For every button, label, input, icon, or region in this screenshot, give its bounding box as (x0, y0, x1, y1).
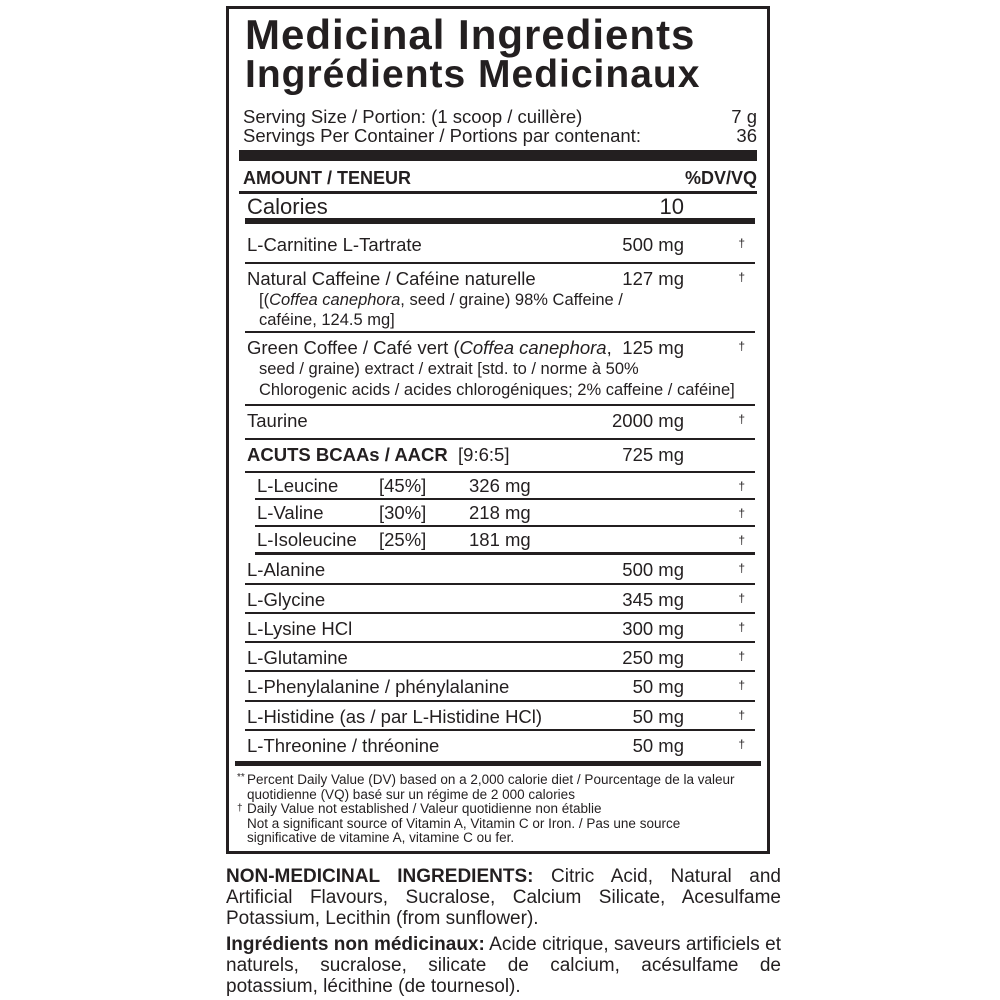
ingredient-detail-line: caféine, 124.5 mg] (259, 311, 395, 329)
bcaa-ratio: [9:6:5] (458, 444, 510, 465)
ingredient-amount: 345 mg (622, 589, 684, 610)
ingredient-amount: 127 mg (622, 268, 684, 289)
serving-size-row (243, 107, 757, 127)
ingredient-percent: [30%] (379, 502, 427, 523)
calories-row (245, 194, 755, 224)
thick-divider (239, 150, 757, 161)
double-asterisk-mark: ** (237, 772, 245, 783)
ingredient-row (245, 333, 755, 406)
sub-ingredient-row (255, 527, 755, 555)
ingredient-row (245, 731, 755, 761)
dagger-mark: † (237, 803, 243, 814)
dagger-mark: † (738, 339, 745, 353)
ingredient-amount: 181 mg (469, 529, 531, 550)
ingredient-name: L-Phenylalanine / phénylalanine (247, 676, 510, 697)
footnotes (237, 773, 759, 846)
amount-header-row (243, 167, 757, 189)
ingredient-row (245, 264, 755, 333)
serving-size-label: Serving Size / Portion: (1 scoop / cuillère) (243, 106, 583, 127)
ingredient-name: L-Valine (257, 502, 324, 523)
servings-label: Servings Per Container / Portions par contenant: (243, 125, 641, 146)
ingredient-amount: 250 mg (622, 647, 684, 668)
non-medicinal-text-en: Citric Acid, Natural and Artificial Flavours, Sucralose, Calcium Silicate, Acesulfame Potassium, Lecithin (from sunflower). (226, 866, 781, 929)
serving-size-value: 7 g (731, 106, 757, 127)
ingredient-percent: [25%] (379, 529, 427, 550)
dagger-mark: † (738, 479, 745, 493)
ingredient-amount: 2000 mg (612, 410, 684, 431)
medicinal-ingredients-panel (226, 6, 770, 854)
ingredient-row (245, 672, 755, 702)
ingredient-detail-line: [(Coffea canephora, seed / graine) 98% Caffeine / (259, 291, 623, 309)
dagger-mark: † (738, 506, 745, 520)
footnote-divider (235, 761, 761, 766)
dagger-mark: † (738, 533, 745, 547)
title-english: Medicinal Ingredients (245, 11, 696, 58)
footnote-line: significative de vitamine A, vitamine C ou fer. (247, 830, 515, 845)
non-medicinal-heading-fr: Ingrédients non médicinaux: (226, 934, 485, 955)
dagger-mark: † (738, 620, 745, 634)
ingredient-amount: 725 mg (622, 444, 684, 465)
title-french: Ingrédients Medicinaux (245, 53, 701, 96)
ingredient-amount: 300 mg (622, 618, 684, 639)
non-medicinal-heading-en: NON-MEDICINAL INGREDIENTS: (226, 866, 534, 887)
dv-header: %DV/VQ (684, 168, 757, 188)
ingredient-name: L-Lysine HCl (247, 618, 353, 639)
ingredient-amount: 125 mg (622, 337, 684, 358)
dagger-mark: † (738, 678, 745, 692)
footnote-line: Not a significant source of Vitamin A, Vitamin C or Iron. / Pas une source (247, 815, 681, 831)
ingredient-row (245, 555, 755, 585)
dagger-mark: † (738, 591, 745, 605)
dagger-mark: † (738, 236, 745, 250)
ingredient-detail-line: Chlorogenic acids / acides chlorogéniques; 2% caffeine / caféine] (259, 381, 735, 399)
servings-value: 36 (736, 125, 757, 146)
ingredient-name: L-Threonine / thréonine (247, 735, 440, 756)
ingredient-name: L-Isoleucine (257, 529, 357, 550)
ingredient-amount: 50 mg (632, 706, 684, 727)
panel-title (245, 11, 701, 96)
ingredient-name: L-Leucine (257, 475, 339, 496)
ingredient-name: L-Glutamine (247, 647, 348, 668)
dagger-mark: † (738, 270, 745, 284)
ingredient-amount: 50 mg (632, 676, 684, 697)
sub-ingredient-row (255, 473, 755, 500)
non-medicinal-ingredients-en (226, 866, 781, 929)
calories-label: Calories (247, 194, 328, 219)
ingredient-percent: [45%] (379, 475, 427, 496)
ingredient-row (245, 230, 755, 264)
footnote-dv (237, 773, 759, 802)
ingredient-row (245, 406, 755, 440)
ingredient-amount: 50 mg (632, 735, 684, 756)
ingredient-name: L-Alanine (247, 559, 326, 580)
calories-value: 10 (659, 194, 684, 219)
sub-ingredient-row (255, 500, 755, 527)
dagger-mark: † (738, 412, 745, 426)
ingredient-row (245, 614, 755, 643)
ingredient-row (245, 585, 755, 614)
dagger-mark: † (738, 561, 745, 575)
non-medicinal-ingredients-fr (226, 934, 781, 997)
ingredient-name: L-Glycine (247, 589, 326, 610)
ingredient-amount: 326 mg (469, 475, 531, 496)
ingredient-group-name: ACUTS BCAAs / AACR [9:6:5] (247, 444, 510, 465)
ingredient-amount: 500 mg (622, 234, 684, 255)
ingredient-amount: 500 mg (622, 559, 684, 580)
footnote-line: Daily Value not established / Valeur quotidienne non établie (247, 801, 602, 816)
ingredient-name: L-Histidine (as / par L-Histidine HCl) (247, 706, 543, 727)
non-medicinal-text-fr: Acide citrique, saveurs artificiels et naturels, sucralose, silicate de calcium, acésulfame de potassium, lécithine (de tournesol). (226, 934, 781, 997)
dagger-mark: † (738, 708, 745, 722)
footnote-line: quotidienne (VQ) basé sur un régime de 2 000 calories (247, 786, 575, 802)
dagger-mark: † (738, 649, 745, 663)
ingredient-row (245, 643, 755, 672)
amount-header: AMOUNT / TENEUR (243, 168, 411, 188)
footnote-line: Percent Daily Value (DV) based on a 2,000 calorie diet / Pourcentage de la valeur (247, 772, 735, 787)
ingredient-detail-line: seed / graine) extract / extrait [std. to / norme à 50% (259, 360, 639, 378)
servings-per-container-row (243, 126, 757, 146)
ingredient-row (245, 702, 755, 731)
ingredient-name: Taurine (247, 410, 308, 431)
dagger-mark: † (738, 737, 745, 751)
ingredient-amount: 218 mg (469, 502, 531, 523)
ingredient-name: L-Carnitine L-Tartrate (247, 234, 422, 255)
ingredient-name: Natural Caffeine / Caféine naturelle (247, 268, 536, 289)
ingredient-name: Green Coffee / Café vert (Coffea canephora, (247, 337, 612, 358)
ingredient-group-row (245, 440, 755, 473)
footnote-dagger (237, 802, 759, 846)
